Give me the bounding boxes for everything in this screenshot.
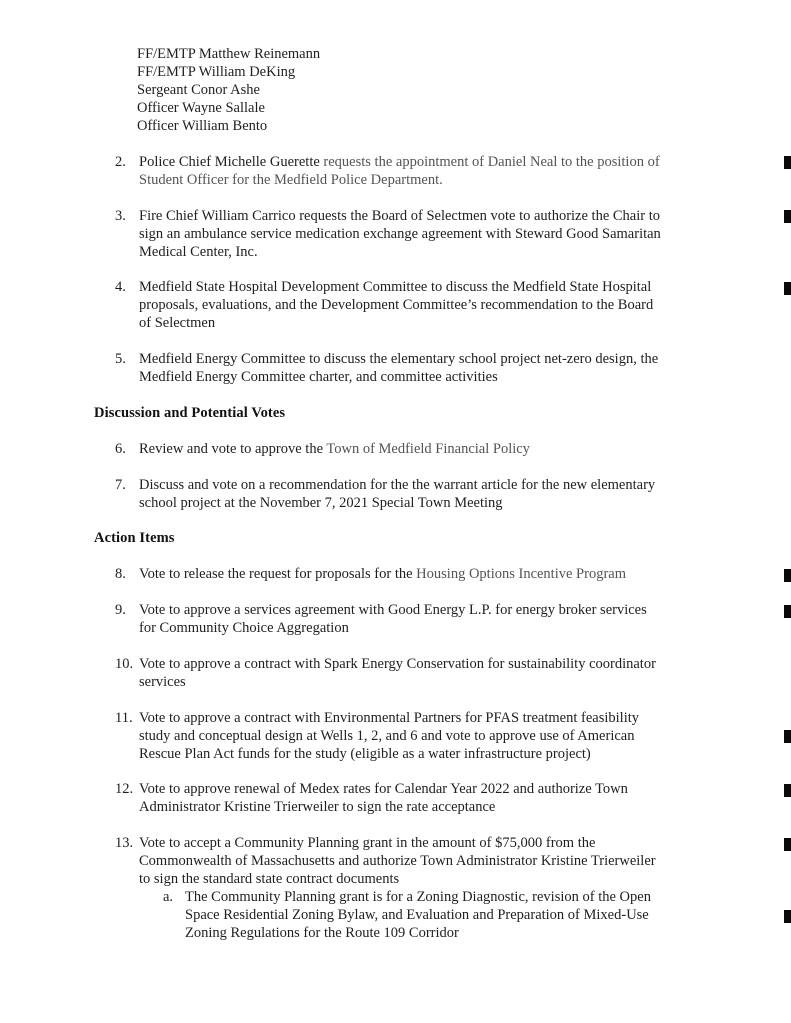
item-line: sign an ambulance service medication exchange agreement with Steward Good Samaritan	[139, 225, 661, 242]
agenda-item-13	[94, 834, 703, 942]
item-line: Medical Center, Inc.	[139, 243, 258, 260]
item-text: Vote to release the request for proposals for the	[139, 566, 417, 583]
item-body	[139, 780, 703, 816]
item-body	[139, 153, 703, 189]
agenda-item-7	[94, 476, 703, 512]
section-heading-action-items: Action Items	[94, 530, 175, 547]
item-number: 13.	[115, 835, 134, 852]
item-text-muted: Housing Options Incentive Program	[416, 566, 626, 583]
item-body	[139, 655, 703, 691]
item-line: Vote to approve a contract with Environmental Partners for PFAS treatment feasibility	[139, 709, 639, 726]
agenda-item-9	[94, 601, 703, 637]
edge-mark	[784, 156, 791, 169]
agenda-item-11	[94, 709, 703, 763]
item-line: proposals, evaluations, and the Development Committee’s recommendation to the Board	[139, 297, 654, 314]
roster-line: FF/EMTP Matthew Reinemann	[137, 46, 321, 62]
item-line: Medfield Energy Committee to discuss the elementary school project net-zero design, the	[139, 351, 659, 368]
edge-mark	[784, 730, 791, 743]
agenda-item-10	[94, 655, 703, 691]
agenda-item-12	[94, 780, 703, 816]
agenda-item-6	[94, 440, 703, 458]
roster-line: FF/EMTP William DeKing	[137, 64, 296, 80]
item-number: 11.	[115, 709, 133, 726]
item-body	[139, 278, 703, 332]
item-number: 2.	[115, 153, 126, 170]
roster-line: Officer William Bento	[137, 118, 268, 134]
item-number: 5.	[115, 351, 126, 368]
item-body	[139, 709, 703, 763]
item-number: 9.	[115, 601, 126, 618]
item-text-muted: requests the appointment of Daniel Neal to the position of	[319, 153, 660, 170]
item-line: Space Residential Zoning Bylaw, and Evaluation and Preparation of Mixed-Use	[185, 907, 649, 924]
item-line: Administrator Kristine Trierweiler to sign the rate acceptance	[139, 799, 496, 816]
item-line: of Selectmen	[139, 315, 216, 332]
item-line: Vote to approve a contract with Spark Energy Conservation for sustainability coordinator	[139, 655, 656, 672]
section-heading-discussion: Discussion and Potential Votes	[94, 404, 286, 421]
agenda-item-2	[94, 153, 703, 189]
item-line: for Community Choice Aggregation	[139, 619, 349, 636]
item-line: Medfield State Hospital Development Committee to discuss the Medfield State Hospital	[139, 279, 652, 296]
agenda-item-3	[94, 207, 703, 261]
item-line: Student Officer for the Medfield Police Department.	[139, 171, 443, 188]
roster-line: Sergeant Conor Ashe	[137, 82, 260, 98]
item-body	[139, 565, 703, 583]
item-line: Vote to approve renewal of Medex rates for Calendar Year 2022 and authorize Town	[139, 781, 628, 798]
item-number: 7.	[115, 476, 126, 493]
item-line: Medfield Energy Committee charter, and committee activities	[139, 369, 498, 386]
item-line	[139, 565, 703, 583]
agenda-subitem-13a	[163, 888, 703, 942]
subitem-letter: a.	[163, 889, 174, 906]
edge-mark	[784, 569, 791, 582]
edge-mark	[784, 282, 791, 295]
item-text: Review and vote to approve the	[139, 440, 327, 457]
edge-mark	[784, 838, 791, 851]
edge-mark	[784, 210, 791, 223]
edge-mark	[784, 910, 791, 923]
roster-line: Officer Wayne Sallale	[137, 100, 265, 116]
item-number: 10.	[115, 655, 134, 672]
item-number: 12.	[115, 781, 134, 798]
subitem-body	[185, 888, 703, 942]
item-number: 4.	[115, 279, 126, 296]
item-body	[139, 476, 703, 512]
item-line: Fire Chief William Carrico requests the Board of Selectmen vote to authorize the Chair to	[139, 207, 661, 224]
item-line: Commonwealth of Massachusetts and authorize Town Administrator Kristine Trierweiler	[139, 853, 656, 870]
item-line: Zoning Regulations for the Route 109 Corridor	[185, 925, 459, 942]
item-line: Vote to accept a Community Planning grant in the amount of $75,000 from the	[139, 835, 596, 852]
item-body	[139, 440, 703, 458]
edge-mark	[784, 605, 791, 618]
item-number: 8.	[115, 566, 126, 583]
agenda-item-8	[94, 565, 703, 583]
item-line	[139, 153, 703, 171]
item-line: to sign the standard state contract documents	[139, 871, 400, 888]
item-line: Vote to approve a services agreement with Good Energy L.P. for energy broker services	[139, 601, 647, 618]
roster-block	[137, 45, 703, 135]
item-text-muted: Town of Medfield Financial Policy	[326, 440, 530, 457]
item-number: 6.	[115, 440, 126, 457]
item-line: services	[139, 673, 186, 690]
item-line: school project at the November 7, 2021 Special Town Meeting	[139, 494, 503, 511]
agenda-item-5	[94, 350, 703, 386]
item-line: study and conceptual design at Wells 1, 2, and 6 and vote to approve use of American	[139, 727, 635, 744]
agenda-item-4	[94, 278, 703, 332]
item-number: 3.	[115, 207, 126, 224]
item-line: The Community Planning grant is for a Zoning Diagnostic, revision of the Open	[185, 889, 651, 906]
item-text: Police Chief Michelle Guerette	[139, 153, 320, 170]
item-line	[139, 440, 703, 458]
item-body	[139, 834, 703, 942]
item-body	[139, 350, 703, 386]
edge-mark	[784, 784, 791, 797]
item-line: Rescue Plan Act funds for the study (eligible as a water infrastructure project)	[139, 745, 591, 762]
item-line: Discuss and vote on a recommendation for the the warrant article for the new elementary	[139, 476, 656, 493]
item-body	[139, 601, 703, 637]
item-body	[139, 207, 703, 261]
